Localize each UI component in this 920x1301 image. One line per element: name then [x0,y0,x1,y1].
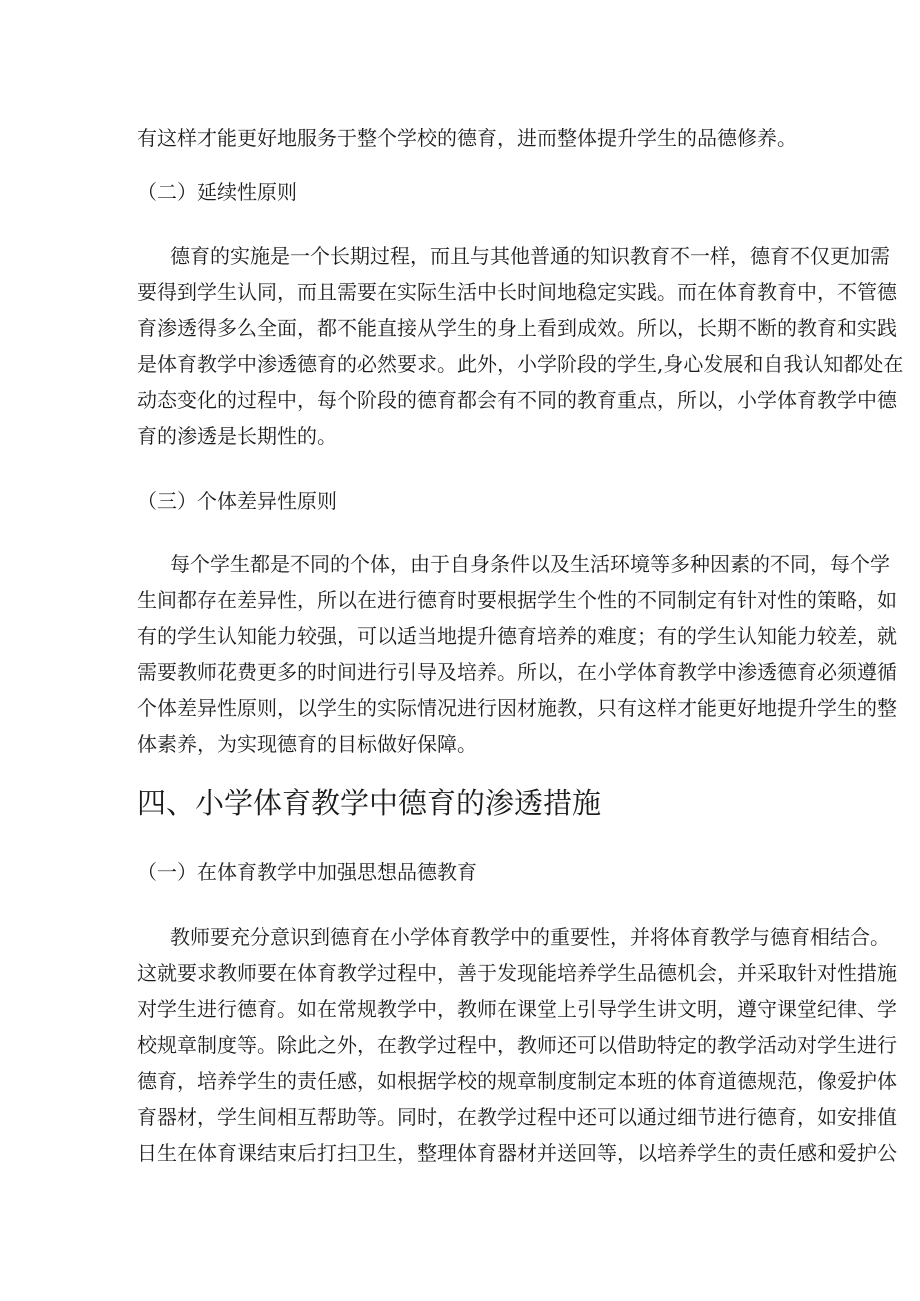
paragraph-line: 体素养，为实现德育的目标做好保障。 [137,732,477,756]
paragraph-line: 育器材，学生间相互帮助等。同时，在教学过程中还可以通过细节进行德育，如安排值 [137,1105,897,1129]
paragraph-line: 育的渗透是长期性的。 [137,424,337,448]
paragraph-individual-difference [137,546,897,762]
paragraph-line: 有这样才能更好地服务于整个学校的德育，进而整体提升学生的品德修养。 [137,126,797,150]
subsection-heading-continuity: （二）延续性原则 [137,180,297,204]
subsection-heading-individual-difference: （三）个体差异性原则 [137,489,337,513]
paragraph-moral-education [137,919,897,1171]
paragraph-line: 是体育教学中渗透德育的必然要求。此外，小学阶段的学生,身心发展和自我认知都处在 [137,352,904,376]
paragraph-line: 有的学生认知能力较强，可以适当地提升德育培养的难度；有的学生认知能力较差，就 [137,624,897,648]
paragraph-continuation [137,120,797,156]
paragraph-line: 个体差异性原则，以学生的实际情况进行因材施教，只有这样才能更好地提升学生的整 [137,696,897,720]
paragraph-line: 德育的实施是一个长期过程，而且与其他普通的知识教育不一样，德育不仅更加需 [170,244,890,268]
paragraph-line: 教师要充分意识到德育在小学体育教学中的重要性，并将体育教学与德育相结合。 [170,925,890,949]
subsection-heading-moral-education: （一）在体育教学中加强思想品德教育 [137,860,477,884]
section-heading: 四、小学体育教学中德育的渗透措施 [137,786,602,820]
paragraph-line: 生间都存在差异性，所以在进行德育时要根据学生个性的不同制定有针对性的策略，如 [137,588,897,612]
paragraph-line: 要得到学生认同，而且需要在实际生活中长时间地稳定实践。而在体育教育中，不管德 [137,280,897,304]
paragraph-line: 校规章制度等。除此之外，在教学过程中，教师还可以借助特定的教学活动对学生进行 [137,1033,897,1057]
paragraph-line: 德育，培养学生的责任感，如根据学校的规章制度制定本班的体育道德规范，像爱护体 [137,1069,897,1093]
paragraph-line: 日生在体育课结束后打扫卫生，整理体育器材并送回等，以培养学生的责任感和爱护公 [137,1141,897,1165]
paragraph-line: 每个学生都是不同的个体，由于自身条件以及生活环境等多种因素的不同，每个学 [170,552,890,576]
paragraph-line: 需要教师花费更多的时间进行引导及培养。所以，在小学体育教学中渗透德育必须遵循 [137,660,897,684]
paragraph-line: 育渗透得多么全面，都不能直接从学生的身上看到成效。所以，长期不断的教育和实践 [137,316,897,340]
paragraph-line: 这就要求教师要在体育教学过程中，善于发现能培养学生品德机会，并采取针对性措施 [137,961,897,985]
paragraph-line: 对学生进行德育。如在常规教学中，教师在课堂上引导学生讲文明，遵守课堂纪律、学 [137,997,897,1021]
paragraph-continuity [137,238,904,454]
paragraph-line: 动态变化的过程中，每个阶段的德育都会有不同的教育重点，所以，小学体育教学中德 [137,388,897,412]
